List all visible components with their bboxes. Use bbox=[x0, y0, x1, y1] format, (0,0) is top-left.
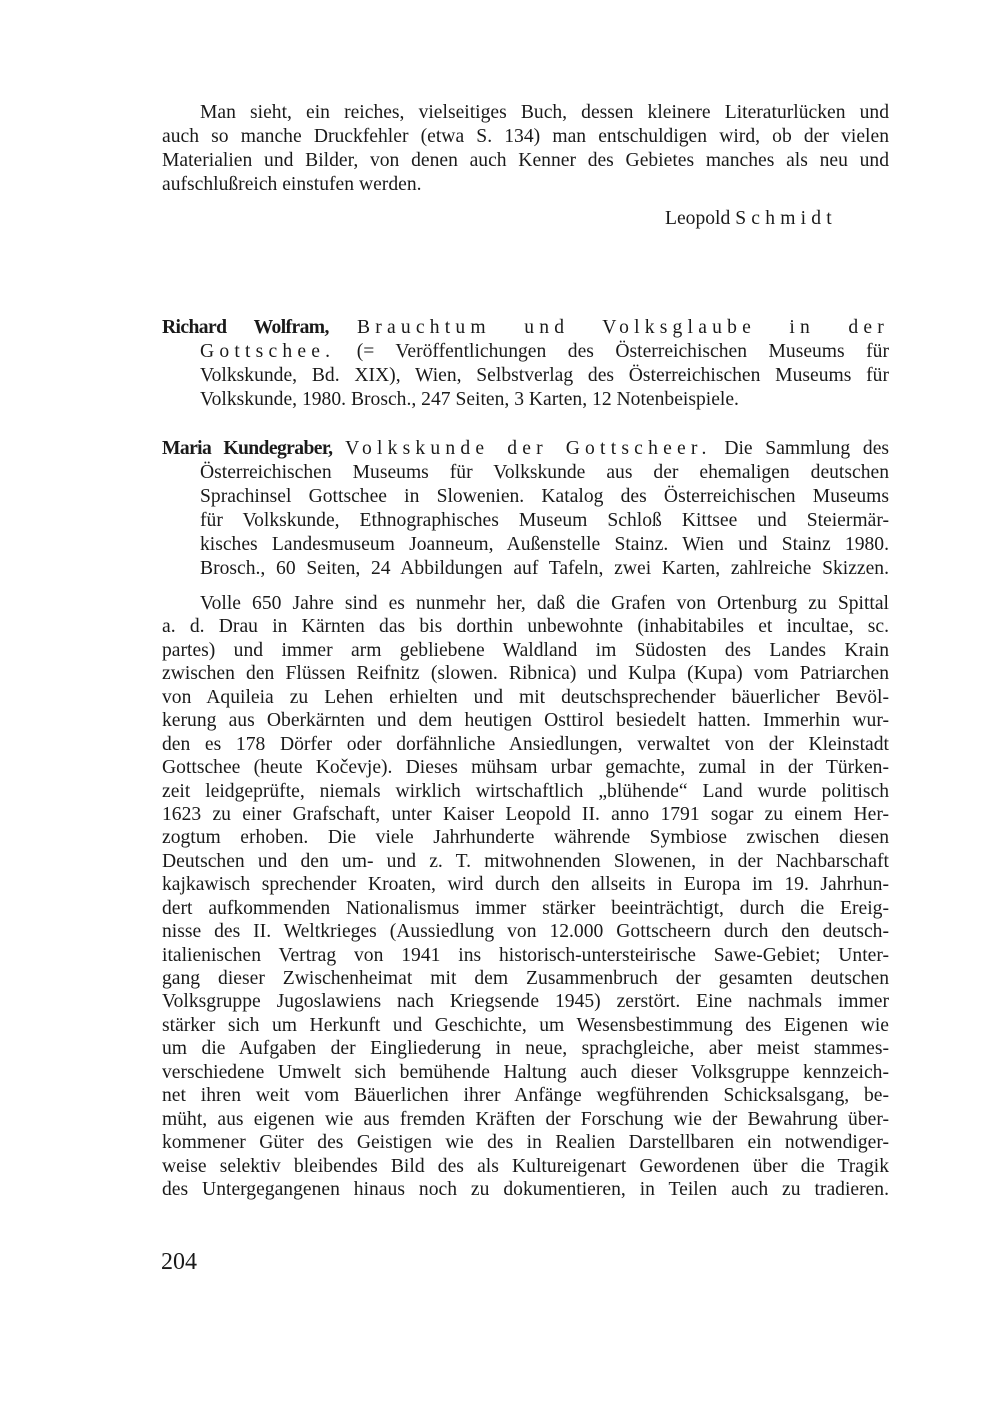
entry-line: Volkskunde, 1980. Brosch., 247 Seiten, 3 Karten, 12 Notenbeispiele. bbox=[200, 389, 739, 410]
text-line: kerung aus Oberkärnten und dem heutigen Osttirol besiedelt hatten. Immerhin wur- bbox=[162, 710, 889, 732]
text-line: aufschlußreich einstufen werden. bbox=[162, 174, 422, 195]
text-line: auch so manche Druckfehler (etwa S. 134) man entschuldigen wird, ob der vielen bbox=[162, 126, 889, 147]
entry-line: für Volkskunde, Ethnographisches Museum Schloß Kittsee und Steiermär- bbox=[200, 510, 889, 531]
bibliography-entry-kundegraber bbox=[162, 437, 889, 581]
text-line: kommener Güter des Geistigen wie des in Realien Darstellbaren ein notwendiger- bbox=[162, 1132, 889, 1154]
text-line: stärker sich um Herkunft und Geschichte, um Wesensbestimmung des Eigenen wie bbox=[162, 1014, 889, 1036]
text-line: um die Aufgaben der Eingliederung in neue, sprachgleiche, aber meist stammes- bbox=[162, 1038, 889, 1060]
text-line: Gottschee (heute Kočevje). Dieses mühsam urbar gemachte, zumal in der Türken- bbox=[162, 757, 889, 779]
entry-title: Volkskunde der Gottscheer. bbox=[345, 438, 712, 459]
text-line: italienischen Vertrag von 1941 ins historisch-untersteirische Sawe-Gebiet; Unter- bbox=[162, 944, 889, 966]
entry-line: Österreichischen Museums für Volkskunde aus der ehemaligen deutschen bbox=[200, 462, 889, 483]
entry-title-cont: Gottschee. bbox=[200, 341, 336, 362]
text-line: Materialien und Bilder, von denen auch Kenner des Gebietes manches als neu und bbox=[162, 150, 889, 171]
entry-line: kisches Landesmuseum Joanneum, Außenstelle Stainz. Wien und Stainz 1980. bbox=[200, 534, 889, 555]
text-line: zeit leidgeprüfte, niemals wirklich wirtschaftlich „blühende“ Land wurde politisch bbox=[162, 780, 889, 802]
text-line: Deutschen und den um- und z. T. mitwohnenden Slowenen, in der Nachbarschaft bbox=[162, 850, 889, 872]
text-line: des Untergegangenen hinaus noch zu dokumentieren, in Teilen auch zu tradieren. bbox=[162, 1178, 889, 1200]
intro-paragraph bbox=[162, 101, 889, 197]
text-line: a. d. Drau in Kärnten das bis dorthin unbewohnte (inhabitabiles et incultae, sc. bbox=[162, 616, 889, 638]
text-line: nisse des II. Weltkrieges (Aussiedlung von 12.000 Gottscheern durch den deutsch- bbox=[162, 921, 889, 943]
entry-title: Brauchtum und Volksglaube in der bbox=[357, 317, 890, 338]
entry-text: Die Sammlung des bbox=[724, 438, 890, 459]
entry-author: Richard Wolfram, bbox=[162, 317, 329, 338]
entry-line bbox=[162, 437, 889, 461]
text-line: den es 178 Dörfer oder dorfähnliche Ansiedlungen, verwaltet von der Kleinstadt bbox=[162, 733, 889, 755]
text-line: Man sieht, ein reiches, vielseitiges Buch, dessen kleinere Literaturlücken und bbox=[200, 102, 889, 123]
text-line: verschiedene Umwelt sich bemühende Haltung auch dieser Volksgruppe kennzeich- bbox=[162, 1061, 889, 1083]
signature-first-name: Leopold bbox=[665, 208, 731, 229]
page-number: 204 bbox=[161, 1249, 197, 1275]
entry-line bbox=[162, 340, 889, 364]
text-line: müht, aus eigenen wie aus fremden Kräften der Forschung wie der Bewahrung über- bbox=[162, 1108, 889, 1130]
bibliography-entry-wolfram bbox=[162, 316, 889, 412]
text-line: 1623 zu einer Grafschaft, unter Kaiser Leopold II. anno 1791 sogar zu einem Her- bbox=[162, 803, 889, 825]
entry-line: Volkskunde, Bd. XIX), Wien, Selbstverlag des Österreichischen Museums für bbox=[200, 365, 889, 386]
text-line: zwischen den Flüssen Reifnitz (slowen. Ribnica) und Kulpa (Kupa) vom Patriarchen bbox=[162, 663, 889, 685]
signature bbox=[665, 208, 837, 230]
text-line: Volle 650 Jahre sind es nunmehr her, daß die Grafen von Ortenburg zu Spittal bbox=[200, 593, 889, 614]
entry-author: Maria Kundegraber, bbox=[162, 438, 333, 459]
text-line: zogtum erhoben. Die viele Jahrhunderte währende Symbiose zwischen diesen bbox=[162, 827, 889, 849]
text-line: partes) und immer arm gebliebene Waldland im Südosten des Landes Krain bbox=[162, 639, 889, 661]
main-paragraph bbox=[162, 592, 889, 1201]
text-line: gang dieser Zwischenheimat mit dem Zusammenbruch der gesamten deutschen bbox=[162, 968, 889, 989]
text-line: net ihren weit vom Bäuerlichen ihrer Anfänge wegführenden Schicksalsgang, be- bbox=[162, 1085, 889, 1107]
text-line: von Aquileia zu Lehen erhielten und mit deutschsprechender bäuerlicher Bevöl- bbox=[162, 686, 889, 708]
text-line: kajkawisch sprechender Kroaten, wird durch den allseits in Europa im 19. Jahrhun- bbox=[162, 874, 889, 896]
text-line: weise selektiv bleibendes Bild des als Kultureigenart Gewordenen über die Tragik bbox=[162, 1155, 889, 1177]
entry-line: Sprachinsel Gottschee in Slowenien. Katalog des Österreichischen Museums bbox=[200, 486, 889, 507]
entry-line: Brosch., 60 Seiten, 24 Abbildungen auf Tafeln, zwei Karten, zahlreiche Skizzen. bbox=[200, 558, 889, 579]
signature-last-name: Schmidt bbox=[735, 208, 837, 229]
entry-text: (= Veröffentlichungen des Österreichischen Museums für bbox=[356, 341, 889, 362]
text-line: Volksgruppe Jugoslawiens nach Kriegsende 1945) zerstört. Eine nachmals immer bbox=[162, 991, 889, 1013]
entry-line bbox=[162, 316, 889, 340]
text-line: dert aufkommenden Nationalismus immer stärker beeinträchtigt, durch die Ereig- bbox=[162, 897, 889, 919]
